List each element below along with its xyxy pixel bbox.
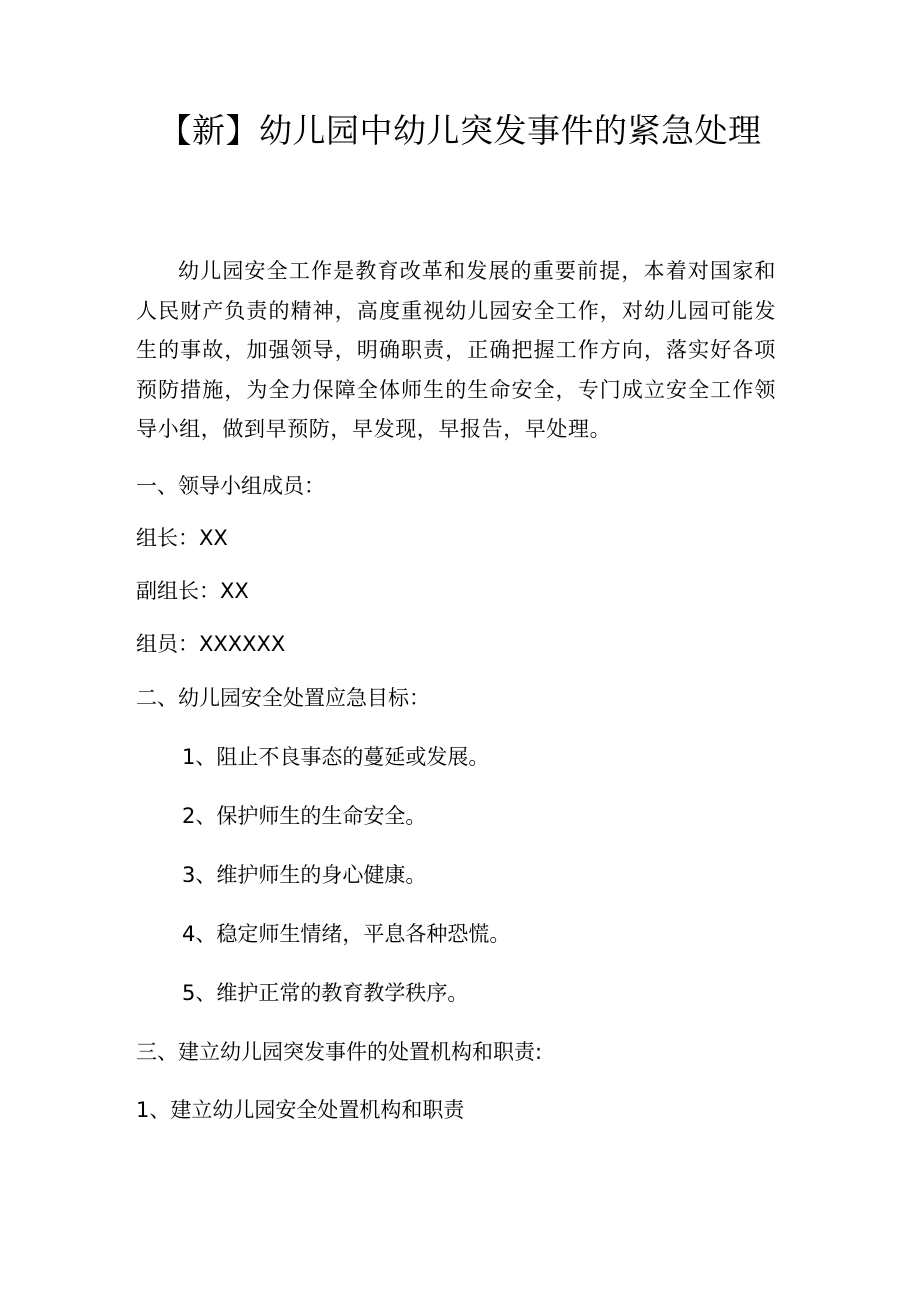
document-title: 【新】幼儿园中幼儿突发事件的紧急处理 <box>158 111 762 150</box>
section3-heading: 三、建立幼儿园突发事件的处置机构和职责: <box>136 1040 543 1064</box>
goal-item-1: 1、阻止不良事态的蔓延或发展。 <box>182 745 490 769</box>
section2-heading: 二、幼儿园安全处置应急目标： <box>136 686 430 710</box>
section3-subheading-1: 1、建立幼儿园安全处置机构和职责 <box>136 1098 465 1122</box>
members-line: 组员：XXXXXX <box>136 632 286 656</box>
goal-item-2: 2、保护师生的生命安全。 <box>182 804 427 828</box>
leader-line: 组长：XX <box>136 526 228 550</box>
section1-heading: 一、领导小组成员： <box>136 474 325 498</box>
goal-item-4: 4、稳定师生情绪，平息各种恐慌。 <box>182 922 511 946</box>
intro-paragraph: 幼儿园安全工作是教育改革和发展的重要前提，本着对国家和人民财产负责的精神，高度重视幼儿园安全工作，对幼儿园可能发生的事故，加强领导，明确职责，正确把握工作方向，落实好各项预防措施，为全力保障全体师生的生命安全，专门成立安全工作领导小组，做到早预防，早发现，早报告，早处理。 <box>136 259 776 441</box>
deputy-leader-line: 副组长：XX <box>136 579 249 603</box>
goal-item-5: 5、维护正常的教育教学秩序。 <box>182 981 469 1005</box>
goal-item-3: 3、维护师生的身心健康。 <box>182 863 427 887</box>
